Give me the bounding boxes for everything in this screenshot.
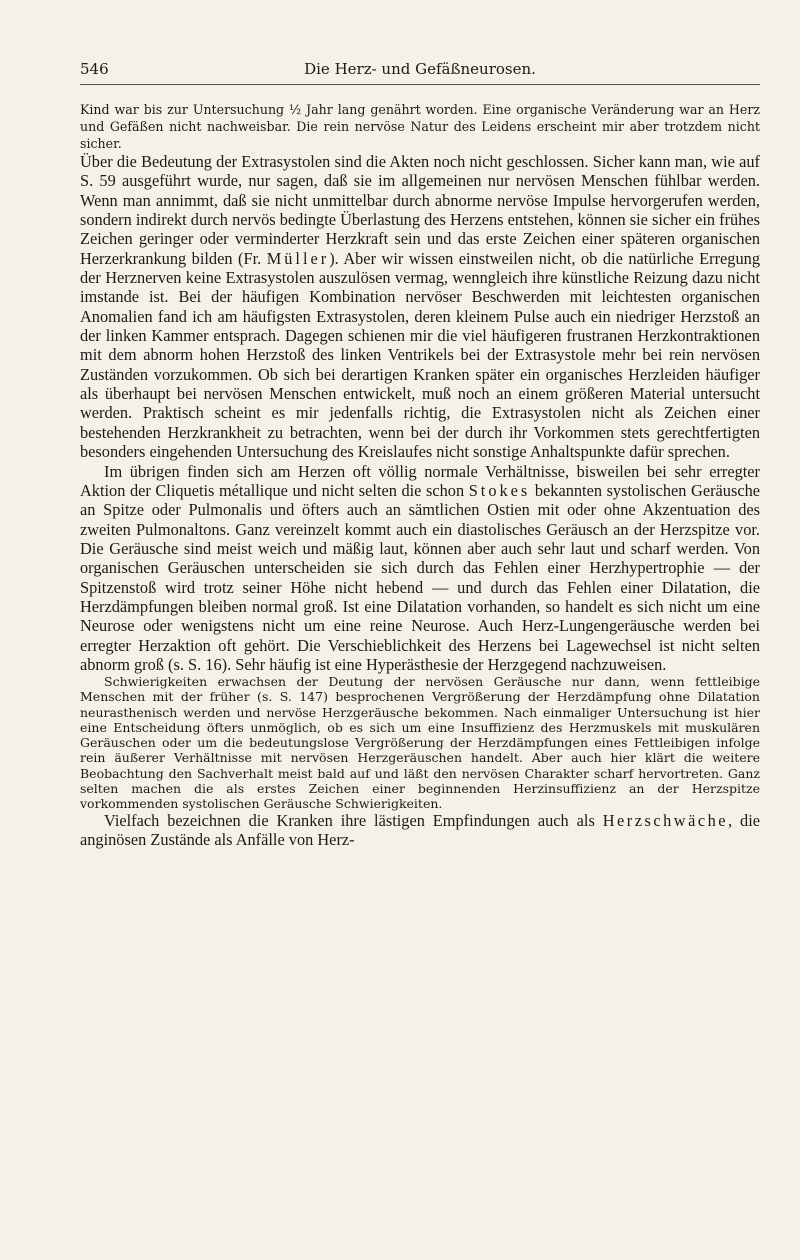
paragraph-extrasystolen-text-a: Über die Bedeutung der Extrasystolen sind die Akten noch nicht geschlossen. Sicher kann man, wie auf S. 59 ausgeführt wurde, nur sagen, daß sie im allgemeinen nur nervösen Menschen fühlbar werden. Wenn man annimmt, daß sie nicht unmittelbar durch abnorme nervöse Impulse hervorgerufen werden, sondern indirekt durch nervös bedingte Überlastung des Herzens entstehen, können sie sicher ein frühes Zeichen geringer oder verminderter Herzkraft sein und das erste Zeichen einer späteren organischen Herzerkrankung bilden (Fr. — [80, 152, 760, 268]
page-header — [80, 58, 760, 85]
book-page — [80, 58, 760, 850]
paragraph-extrasystolen-text-b: ). Aber wir wissen einstweilen nicht, ob die natürliche Erregung der Herznerven keine Extrasystolen auszulösen vermag, wenngleich ihre künstliche Reizung dazu nicht imstande ist. Bei der häufigen Kombination nervöser Beschwerden mit leichtesten organischen Anomalien fand ich am häufigsten Extrasystolen, deren kleinem Pulse auch ein niedriger Herzstoß an der linken Kammer entsprach. Dagegen schienen mir die viel häufigeren frustranen Herzkontraktionen mit dem abnorm hohen Herzstoß des linken Ventrikels bei der Extrasystole mehr bei rein nervösen Zuständen vorzukommen. Ob sich bei derartigen Kranken später ein organisches Herzleiden häufiger als überhaupt bei nervösen Menschen entwickelt, muß noch an einem größeren Material untersucht werden. Praktisch scheint es mir jedenfalls richtig, die Extrasystolen nicht als Zeichen einer bestehenden Herzkrankheit zu betrachten, wenn bei der durch ihr Vorkommen stets gerechtfertigten besonders eingehenden Untersuchung des Kreislaufes nicht sonstige Anhaltspunkte dafür sprechen. — [80, 248, 760, 462]
running-title: Die Herz- und Gefäßneurosen. — [304, 60, 536, 78]
author-stokes: Stokes — [468, 480, 531, 500]
final-paragraph-text-a: Vielfach bezeichnen die Kranken ihre lästigen Empfindungen auch als — [104, 811, 595, 831]
paragraph-extrasystolen — [80, 152, 760, 462]
intro-paragraph: Kind war bis zur Untersuchung ½ Jahr lang genährt worden. Eine organische Veränderung war an Herz und Gefäßen nicht nachweisbar. Die rein nervöse Natur des Leidens erscheint mir aber trotzdem nicht sicher. — [80, 102, 760, 151]
final-paragraph — [80, 811, 760, 850]
term-herzschwaeche: Herzschwäche — [602, 811, 729, 831]
paragraph-befunde-text-b: bekannten systolischen Geräusche an Spitze oder Pulmonalis und öfters auch an sämtlichen Ostien mit oder ohne Akzentuation des zweiten Pulmonaltons. Ganz vereinzelt kommt auch ein diastolisches Geräusch an der Herzspitze vor. Die Geräusche sind meist weich und mäßig laut, können aber auch sehr laut und scharf werden. Von organischen Geräuschen unterscheiden sie sich durch das Fehlen einer Herzhypertrophie — der Spitzenstoß wird trotz seiner Höhe nicht hebend — und durch das Fehlen einer Dilatation, die Herzdämpfungen bleiben normal groß. Ist eine Dilatation vorhanden, so handelt es sich nicht um eine Neurose oder wenigstens nicht um eine reine Neurose. Auch Herz-Lungengeräusche werden bei erregter Herzaktion oft gehört. Die Verschieblichkeit des Herzens bei Lagewechsel ist nicht selten abnorm groß (s. S. 16). Sehr häufig ist eine Hyperästhesie der Herzgegend nachzuweisen. — [80, 480, 760, 674]
author-mueller: Müller — [266, 248, 330, 268]
paragraph-befunde-text-a: Im übrigen finden sich am Herzen oft völlig normale Verhältnisse, bisweilen bei sehr erregter Aktion der Cliquetis métallique und nicht selten die schon — [80, 461, 760, 500]
main-text — [80, 152, 760, 674]
page-number: 546 — [80, 60, 109, 78]
paragraph-befunde — [80, 462, 760, 675]
small-print-paragraph: Schwierigkeiten erwachsen der Deutung der nervösen Geräusche nur dann, wenn fettleibige Menschen mit der früher (s. S. 147) besprochenen Vergrößerung der Herzdämpfung ohne Dilatation neurasthenisch werden und nervöse Herzgeräusche bekommen. Nach einmaliger Untersuchung ist hier eine Entscheidung öfters unmöglich, ob es sich um eine Insuffizienz des Herzmuskels mit muskulären Geräuschen oder um die bedeutungslose Vergrößerung der Herzdämpfungen eines Fettleibigen infolge rein äußerer Verhältnisse mit nervösen Herzgeräuschen handelt. Aber auch hier klärt die weitere Beobachtung den Sachverhalt meist bald auf und läßt den nervösen Charakter scharf hervortreten. Ganz selten machen die als erstes Zeichen einer beginnenden Herzinsuffizienz an der Herzspitze vorkommenden systolischen Geräusche Schwierigkeiten. — [80, 674, 760, 811]
final-paragraph-text-b: , die anginösen Zustände als Anfälle von Herz- — [80, 811, 761, 850]
